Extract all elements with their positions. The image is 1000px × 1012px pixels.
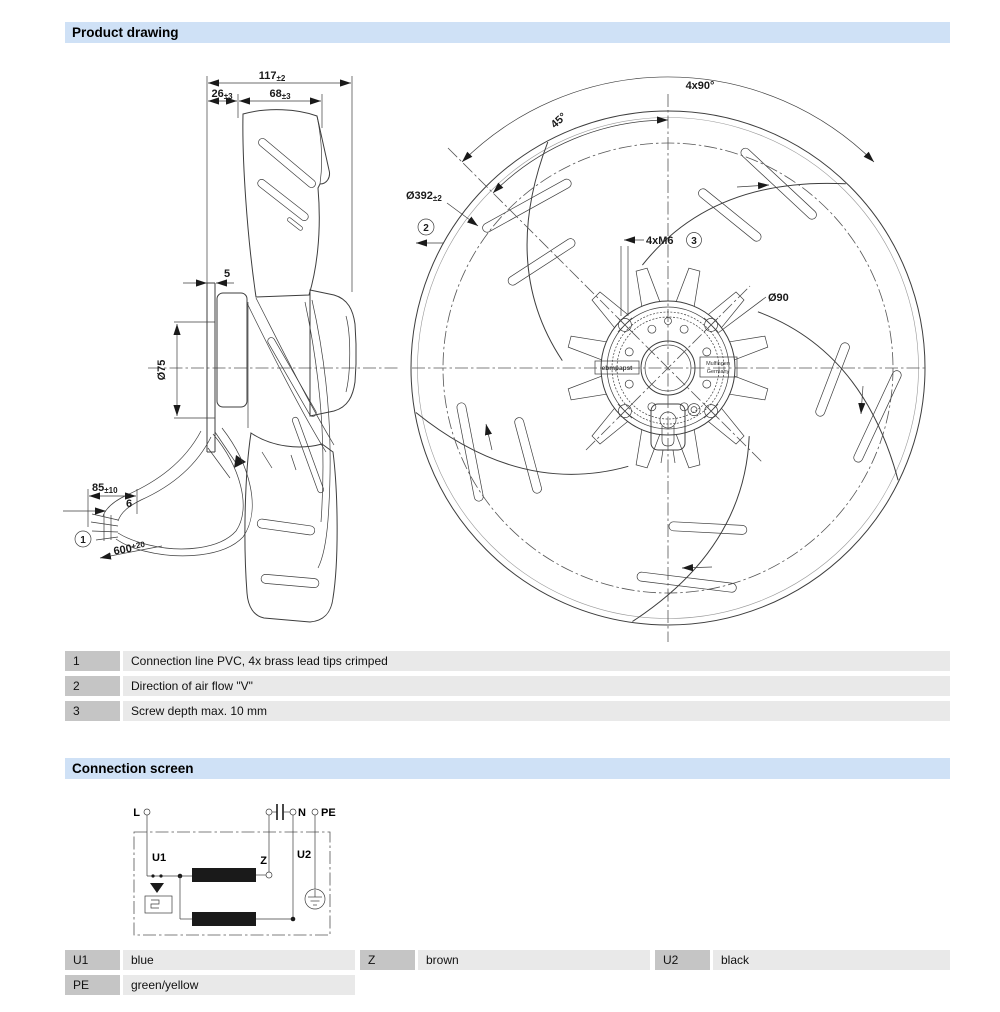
terminal-label-PE: PE — [321, 807, 336, 819]
dimension-label-85: 85±10 — [92, 482, 118, 495]
dimension-label-26: 26±3 — [211, 88, 233, 101]
dimension-label-6: 6 — [126, 498, 133, 510]
dimension-label-45: 45° — [548, 110, 570, 131]
legend-text-2: Direction of air flow "V" — [123, 676, 950, 696]
wire-color-U2: black — [713, 950, 950, 970]
wire-label-U2: U2 — [655, 950, 710, 970]
hub-country-label: Germany — [706, 369, 730, 375]
dimension-label-5: 5 — [224, 268, 231, 280]
wiring-diagram — [133, 804, 335, 935]
wire-label-PE: PE — [65, 975, 120, 995]
hub-brand-label: ebmpapst — [601, 365, 633, 372]
legend-num-3: 3 — [65, 701, 120, 721]
wire-color-Z: brown — [418, 950, 650, 970]
dimension-label-4x90: 4x90° — [685, 80, 715, 92]
dimension-label-392: Ø392±2 — [406, 190, 442, 203]
legend-num-2: 2 — [65, 676, 120, 696]
side-view-drawing — [63, 70, 400, 622]
hub-city-label: Mulfingen — [706, 361, 730, 367]
dimension-label-68: 68±3 — [269, 88, 291, 101]
section-header-product-drawing: Product drawing — [65, 22, 950, 43]
dimension-label-4xm6: 4xM6 — [646, 235, 674, 247]
callout-1: 1 — [80, 535, 86, 546]
dimension-label-75: Ø75 — [156, 359, 168, 381]
node-label-U2: U2 — [297, 849, 312, 861]
dimension-label-90: Ø90 — [768, 292, 789, 304]
node-label-Z: Z — [260, 855, 267, 867]
wire-label-Z: Z — [360, 950, 415, 970]
section-header-connection-screen: Connection screen — [65, 758, 950, 779]
wire-label-U1: U1 — [65, 950, 120, 970]
front-view-drawing — [406, 77, 928, 642]
node-label-U1: U1 — [152, 852, 167, 864]
legend-num-1: 1 — [65, 651, 120, 671]
wire-color-PE: green/yellow — [123, 975, 355, 995]
callout-3: 3 — [691, 236, 697, 247]
legend-text-1: Connection line PVC, 4x brass lead tips crimped — [123, 651, 950, 671]
terminal-label-L: L — [133, 807, 140, 819]
dimension-label-117: 117±2 — [258, 70, 286, 83]
wire-color-U1: blue — [123, 950, 355, 970]
callout-2: 2 — [423, 223, 429, 234]
terminal-label-N: N — [298, 807, 306, 819]
legend-text-3: Screw depth max. 10 mm — [123, 701, 950, 721]
dimension-label-600: $600^{+20}$ — [112, 539, 146, 558]
